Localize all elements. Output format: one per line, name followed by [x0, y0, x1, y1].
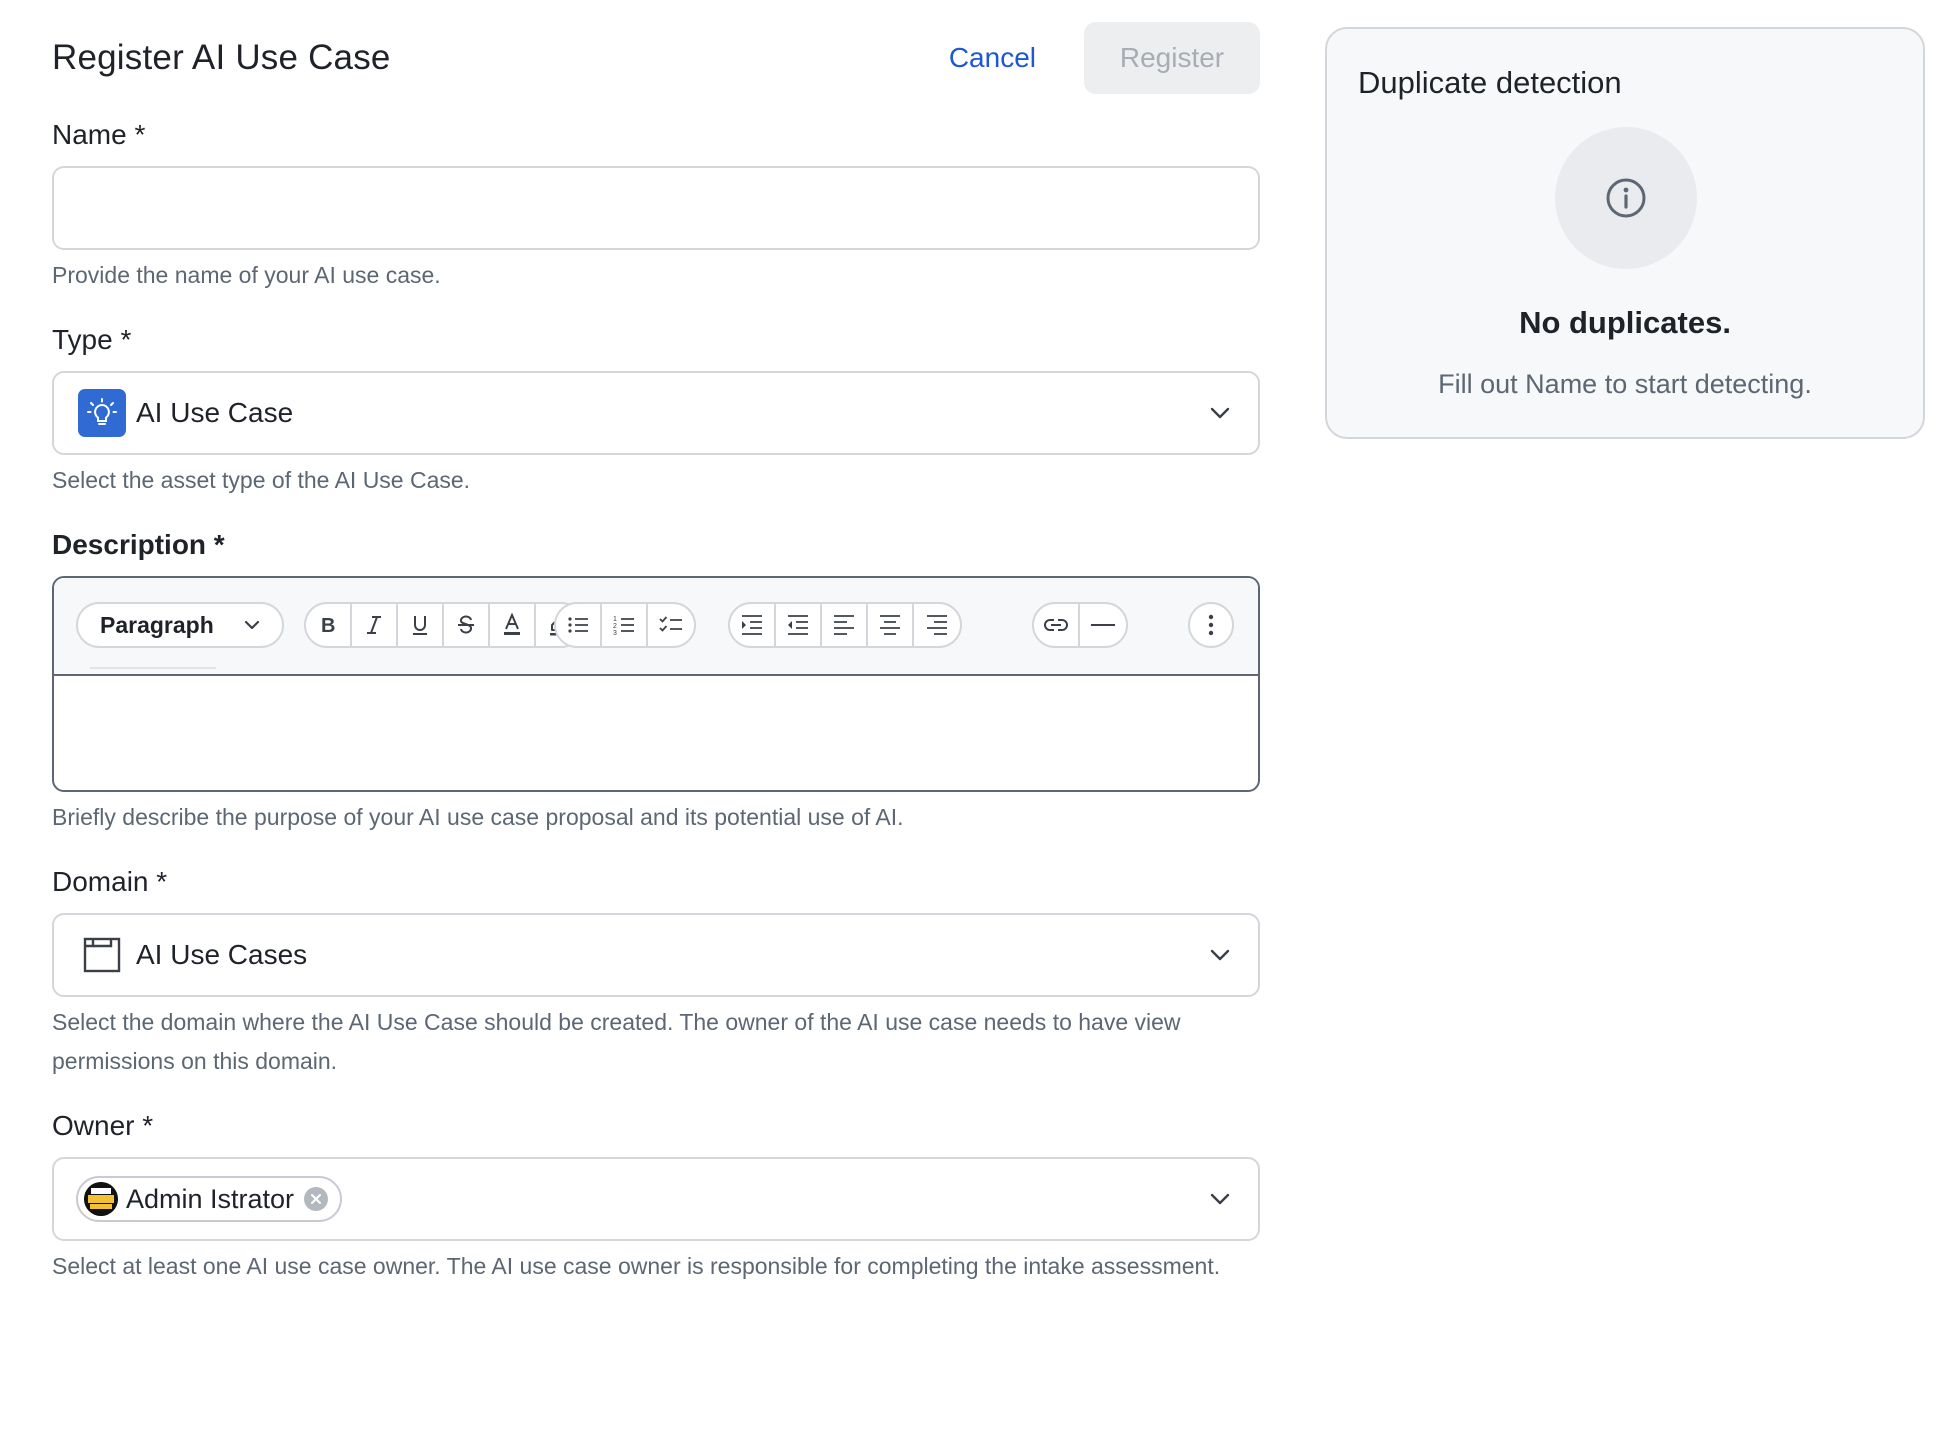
align-center-icon[interactable]: [868, 604, 914, 646]
description-field: [52, 528, 1260, 837]
align-left-icon[interactable]: [822, 604, 868, 646]
underline-icon[interactable]: [398, 604, 444, 646]
italic-icon[interactable]: [352, 604, 398, 646]
svg-text:3: 3: [613, 630, 617, 636]
no-duplicates-message: Fill out Name to start detecting.: [1438, 369, 1812, 399]
insert-group: [1032, 602, 1128, 648]
indent-icon[interactable]: [730, 604, 776, 646]
chevron-down-icon[interactable]: [1206, 1185, 1234, 1213]
description-label: Description *: [52, 529, 225, 560]
description-hint: Briefly describe the purpose of your AI use case proposal and its potential use of AI.: [52, 804, 904, 830]
rich-text-editor: [52, 576, 1260, 792]
paragraph-style-select[interactable]: [76, 602, 284, 648]
no-duplicates-heading: No duplicates.: [1519, 305, 1731, 340]
info-icon-circle: [1555, 127, 1697, 269]
type-label: Type *: [52, 324, 132, 355]
register-button[interactable]: Register: [1084, 22, 1260, 94]
type-select[interactable]: [52, 371, 1260, 455]
name-label: Name *: [52, 119, 146, 150]
more-options-icon[interactable]: [1190, 604, 1232, 646]
owner-tag[interactable]: [76, 1176, 342, 1222]
name-input-wrapper: [52, 166, 1260, 250]
more-group: [1188, 602, 1234, 648]
register-form: [52, 22, 1260, 1286]
chevron-down-icon: [238, 611, 266, 639]
alignment-group: [728, 602, 962, 648]
panel-title: Duplicate detection: [1358, 65, 1622, 100]
name-hint: Provide the name of your AI use case.: [52, 262, 441, 288]
chevron-down-icon[interactable]: [1206, 399, 1234, 427]
svg-text:B: B: [321, 615, 336, 636]
strikethrough-icon[interactable]: [444, 604, 490, 646]
paragraph-underline: [90, 667, 216, 669]
format-group: [304, 602, 584, 648]
avatar: [84, 1182, 118, 1216]
domain-hint: Select the domain where the AI Use Case should be created. The owner of the AI use case needs to have view permissions on this domain.: [52, 1009, 1181, 1074]
owner-select[interactable]: [52, 1157, 1260, 1241]
chevron-down-icon[interactable]: [1206, 941, 1234, 969]
name-field: [52, 118, 1260, 295]
outdent-icon[interactable]: [776, 604, 822, 646]
description-editor-area[interactable]: [54, 676, 1258, 790]
duplicate-detection-panel: [1325, 27, 1925, 439]
svg-text:1: 1: [613, 616, 617, 623]
type-field: [52, 323, 1260, 500]
domain-value: AI Use Cases: [136, 939, 308, 970]
owner-label: Owner *: [52, 1110, 154, 1141]
owner-field: [52, 1109, 1260, 1286]
owner-tag-label: Admin Istrator: [126, 1183, 295, 1214]
text-color-icon[interactable]: [490, 604, 536, 646]
link-icon[interactable]: [1034, 604, 1080, 646]
domain-label: Domain *: [52, 866, 168, 897]
cancel-button[interactable]: Cancel: [925, 22, 1060, 94]
info-icon: [1604, 176, 1648, 220]
domain-select[interactable]: [52, 913, 1260, 997]
form-header: [52, 22, 1260, 94]
bold-icon[interactable]: [306, 604, 352, 646]
bulleted-list-icon[interactable]: [556, 604, 602, 646]
align-right-icon[interactable]: [914, 604, 960, 646]
svg-text:2: 2: [613, 623, 617, 630]
domain-box-icon: [78, 931, 126, 979]
paragraph-style-label: Paragraph: [100, 611, 214, 638]
list-group: [554, 602, 696, 648]
type-hint: Select the asset type of the AI Use Case.: [52, 467, 471, 493]
owner-hint: Select at least one AI use case owner. The AI use case owner is responsible for completing the intake assessment.: [52, 1253, 1221, 1279]
numbered-list-icon[interactable]: [602, 604, 648, 646]
name-input[interactable]: [54, 168, 1258, 248]
horizontal-line-icon[interactable]: [1080, 604, 1126, 646]
checklist-icon[interactable]: [648, 604, 694, 646]
lightbulb-icon: [78, 389, 126, 437]
domain-field: [52, 865, 1260, 1081]
remove-tag-icon[interactable]: [304, 1187, 328, 1211]
editor-toolbar: [54, 578, 1258, 676]
type-value: AI Use Case: [136, 397, 294, 428]
page-title: Register AI Use Case: [52, 38, 391, 77]
